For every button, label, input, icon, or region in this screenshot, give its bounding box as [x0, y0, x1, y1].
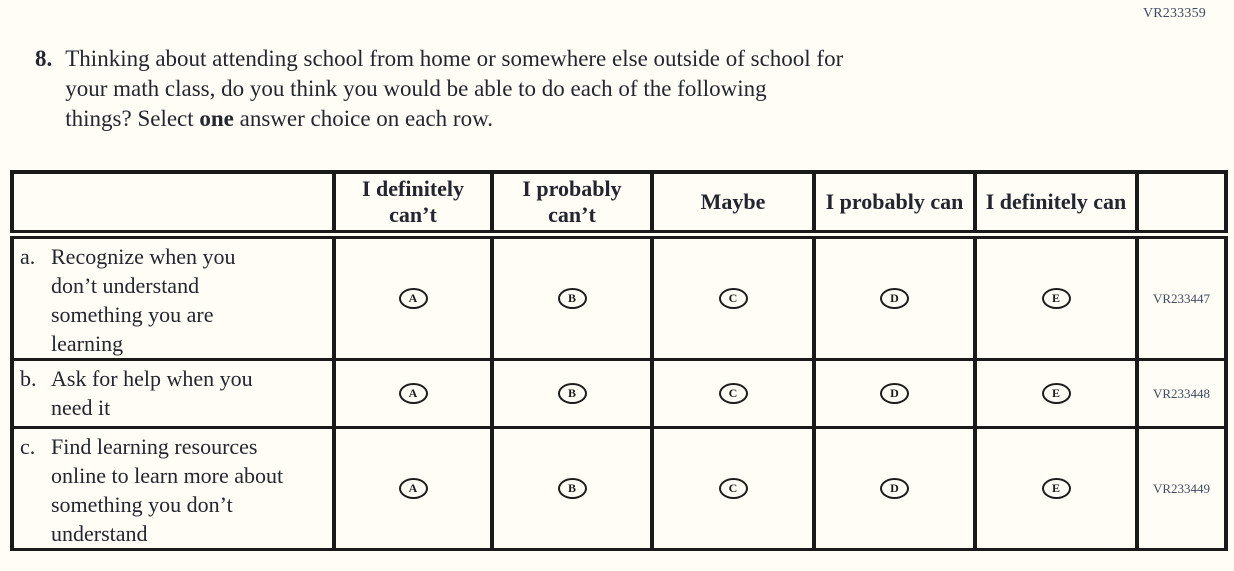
row-b-marker: b.: [20, 366, 37, 391]
table-row-c: [12, 428, 1226, 550]
row-b-option-bubble-c[interactable]: C: [719, 383, 748, 404]
row-c-option-cell-b: [492, 428, 652, 550]
row-b-text: Ask for help when you need it: [51, 366, 253, 420]
header-maybe: Maybe: [652, 172, 814, 235]
row-c-option-bubble-b[interactable]: B: [558, 478, 587, 499]
row-b-option-cell-a: [334, 360, 492, 428]
row-a-option-cell-b: [492, 235, 652, 360]
header-definitely-can: I definitely can: [975, 172, 1137, 235]
row-c-option-cell-e: [975, 428, 1137, 550]
row-a-option-bubble-c[interactable]: C: [719, 288, 748, 309]
row-c-option-bubble-e[interactable]: E: [1042, 478, 1071, 499]
header-empty-cell: [12, 172, 334, 235]
row-c-option-cell-a: [334, 428, 492, 550]
row-a-option-bubble-d[interactable]: D: [880, 288, 909, 309]
row-b-option-cell-b: [492, 360, 652, 428]
question-number: 8.: [35, 46, 53, 71]
row-a-option-cell-c: [652, 235, 814, 360]
question-line-3: [65, 104, 843, 134]
question-line-2: your math class, do you think you would be able to do each of the following: [65, 76, 767, 101]
row-c-option-bubble-d[interactable]: D: [880, 478, 909, 499]
row-a-option-bubble-b[interactable]: B: [558, 288, 587, 309]
question-block: [35, 44, 843, 134]
question-line-1: Thinking about attending school from home or somewhere else outside of school for: [65, 46, 844, 71]
row-a-option-bubble-a[interactable]: A: [399, 288, 428, 309]
table-row-a: [12, 235, 1226, 360]
row-c-option-cell-d: [814, 428, 975, 550]
row-b-option-cell-e: [975, 360, 1137, 428]
row-b-option-bubble-a[interactable]: A: [399, 383, 428, 404]
header-code-cell: [1137, 172, 1226, 235]
row-c-stem: [12, 428, 334, 550]
question-line-3-emphasis: one: [199, 106, 234, 131]
row-b-option-bubble-e[interactable]: E: [1042, 383, 1071, 404]
header-row: [12, 172, 1226, 235]
row-b-option-cell-c: [652, 360, 814, 428]
row-a-option-cell-e: [975, 235, 1137, 360]
row-c-option-bubble-a[interactable]: A: [399, 478, 428, 499]
row-b-option-bubble-b[interactable]: B: [558, 383, 587, 404]
row-a-option-bubble-e[interactable]: E: [1042, 288, 1071, 309]
page-code: VR233359: [1142, 6, 1206, 21]
row-b-option-cell-d: [814, 360, 975, 428]
row-b-stem: [12, 360, 334, 428]
row-a-text: Recognize when you don’t understand something you are learning: [51, 244, 236, 356]
row-c-code: VR233449: [1137, 428, 1226, 550]
row-b-code: VR233448: [1137, 360, 1226, 428]
header-definitely-cant: I definitely can’t: [334, 172, 492, 235]
question-text: [65, 44, 843, 134]
row-a-option-cell-d: [814, 235, 975, 360]
row-c-option-cell-c: [652, 428, 814, 550]
header-probably-can: I probably can: [814, 172, 975, 235]
row-b-option-bubble-d[interactable]: D: [880, 383, 909, 404]
header-probably-cant: I probably can’t: [492, 172, 652, 235]
row-c-option-bubble-c[interactable]: C: [719, 478, 748, 499]
question-line-3-prefix: things? Select: [65, 106, 200, 131]
answer-matrix-table: [10, 170, 1228, 551]
row-a-marker: a.: [20, 244, 36, 269]
row-a-stem: [12, 235, 334, 360]
table-row-b: [12, 360, 1226, 428]
row-a-code: VR233447: [1137, 235, 1226, 360]
row-c-marker: c.: [20, 434, 36, 459]
row-c-text: Find learning resources online to learn more about something you don’t understand: [51, 434, 284, 546]
question-line-3-suffix: answer choice on each row.: [233, 106, 493, 131]
row-a-option-cell-a: [334, 235, 492, 360]
